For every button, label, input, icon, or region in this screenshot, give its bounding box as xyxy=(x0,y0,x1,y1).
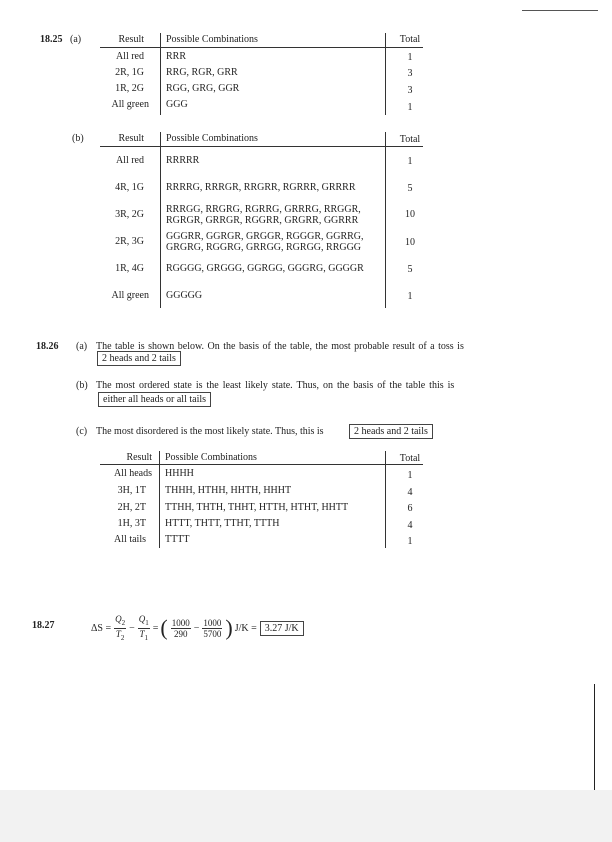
table-row-result: 3R, 2G xyxy=(115,209,144,220)
table-row-combinations: RGG, GRG, GGR xyxy=(166,83,240,94)
header-combinations: Possible Combinations xyxy=(166,34,258,45)
table-row-combinations: TTHH, THTH, THHT, HTTH, HTHT, HHTT xyxy=(165,502,349,513)
fraction-1000-5700 xyxy=(201,618,223,639)
table-row-total: 5 xyxy=(407,183,413,194)
table-row-combinations: RGGGG, GRGGG, GGRGG, GGGRG, GGGGR xyxy=(166,263,364,274)
table-row-total: 1 xyxy=(407,156,413,167)
table-row-total: 10 xyxy=(405,209,415,220)
table-row-combinations: TTTT xyxy=(165,534,190,545)
header-result: Result xyxy=(126,452,152,463)
table-row-result: 3H, 1T xyxy=(117,485,146,496)
left-paren: ( xyxy=(160,615,168,641)
answer-box-b: either all heads or all tails xyxy=(98,392,211,407)
header-total: Total xyxy=(399,34,421,45)
table-row-result: 2R, 1G xyxy=(115,67,144,78)
column-divider xyxy=(385,132,386,308)
table-row-combinations: GGG xyxy=(166,99,188,110)
fraction-q2-t2 xyxy=(113,614,127,643)
table-row-result: 1R, 4G xyxy=(115,263,144,274)
part-label-b: (b) xyxy=(72,133,84,144)
paragraph-c: The most disordered is the most likely state. Thus, this is xyxy=(96,426,324,437)
right-paren: ) xyxy=(225,615,233,641)
table-row-combinations: HTTT, THTT, TTHT, TTTH xyxy=(165,518,280,529)
table-row-combinations: HHHH xyxy=(165,468,194,479)
header-combinations: Possible Combinations xyxy=(166,133,258,144)
column-divider xyxy=(160,132,161,308)
table-row-result: 2R, 3G xyxy=(115,236,144,247)
table-row-result: All green xyxy=(111,99,149,110)
table-row-total: 4 xyxy=(407,487,413,498)
q1-subscript: 1 xyxy=(145,618,149,627)
header-total: Total xyxy=(399,453,421,464)
problem-number-18-27: 18.27 xyxy=(32,620,55,631)
paragraph-a: The table is shown below. On the basis of the table, the most probable result of a toss is xyxy=(96,341,464,352)
q2-symbol: Q xyxy=(115,614,122,624)
table-row-combinations: THHH, HTHH, HHTH, HHHT xyxy=(165,485,292,496)
table-row-combinations: RRRRG, RRRGR, RRGRR, RGRRR, GRRRR xyxy=(166,182,356,193)
table-row-total: 1 xyxy=(407,291,413,302)
denominator: 5700 xyxy=(203,628,222,639)
table-row-total: 5 xyxy=(407,264,413,275)
column-divider xyxy=(385,33,386,115)
part-label-b: (b) xyxy=(76,380,88,391)
table-row-combinations: GGGGG xyxy=(166,290,203,301)
problem-number-18-25: 18.25 xyxy=(40,34,63,45)
header-combinations: Possible Combinations xyxy=(165,452,257,463)
minus-sign: − xyxy=(129,622,135,634)
table-row-combinations: GGGRR, GGRGR, GRGGR, RGGGR, GGRRG, GRGRG, RGGRG, GRRGG, RGRGG, RRGGG xyxy=(166,231,364,253)
table-row-result: 1H, 3T xyxy=(117,518,146,529)
table-row-result: 2H, 2T xyxy=(117,502,146,513)
scan-bottom-shade xyxy=(0,790,612,842)
table-row-total: 4 xyxy=(407,520,413,531)
table-row-result: All heads xyxy=(113,468,152,479)
table-row-total: 3 xyxy=(407,85,413,96)
table-row-total: 6 xyxy=(407,503,413,514)
paragraph-b: The most ordered state is the least likely state. Thus, on the basis of the table this is xyxy=(96,380,455,391)
fraction-1000-290 xyxy=(170,618,192,639)
q1-symbol: Q xyxy=(138,614,146,624)
table-row-result: 1R, 2G xyxy=(115,83,144,94)
table-row-result: 4R, 1G xyxy=(115,182,144,193)
table-row-combinations: RRG, RGR, GRR xyxy=(166,67,238,78)
header-rule xyxy=(100,47,423,48)
answer-box-18-27: 3.27 J/K xyxy=(260,621,304,636)
top-rule xyxy=(522,10,598,11)
t2-subscript: 2 xyxy=(120,633,125,642)
scan-edge-line xyxy=(594,684,595,804)
equation-lhs: ΔS = xyxy=(91,622,112,634)
column-divider xyxy=(385,451,386,548)
header-rule xyxy=(100,464,423,465)
table-row-result: All tails xyxy=(114,534,146,545)
answer-box-a: 2 heads and 2 tails xyxy=(97,351,181,366)
part-label-c: (c) xyxy=(76,426,88,437)
part-label-a: (a) xyxy=(70,34,82,45)
answer-box-c: 2 heads and 2 tails xyxy=(349,424,433,439)
unit-label: J/K = xyxy=(234,622,257,634)
table-row-total: 1 xyxy=(407,536,413,547)
header-rule xyxy=(100,146,423,147)
numerator: 1000 xyxy=(171,617,190,628)
table-row-total: 1 xyxy=(407,470,413,481)
t2-symbol: T xyxy=(115,628,121,639)
header-result: Result xyxy=(118,34,144,45)
denominator: 290 xyxy=(174,628,188,639)
table-row-total: 1 xyxy=(407,102,413,113)
minus-sign: − xyxy=(193,622,200,634)
table-row-result: All green xyxy=(111,290,149,301)
problem-number-18-26: 18.26 xyxy=(36,341,59,352)
entropy-equation xyxy=(90,614,305,643)
table-row-combinations: RRRRR xyxy=(166,155,200,166)
table-row-total: 3 xyxy=(407,68,413,79)
numerator: 1000 xyxy=(203,617,222,628)
t1-symbol: T xyxy=(139,628,145,639)
table-row-total: 1 xyxy=(407,52,413,63)
table-row-combinations: RRRGG, RRGRG, RGRRG, GRRRG, RRGGR, RGRGR, GRRGR, RGGRR, GRGRR, GGRRR xyxy=(166,204,361,226)
q2-subscript: 2 xyxy=(121,618,126,627)
column-divider xyxy=(160,33,161,115)
column-divider xyxy=(159,451,160,548)
equals-sign: = xyxy=(152,622,159,634)
table-row-combinations: RRR xyxy=(166,51,187,62)
t1-subscript: 1 xyxy=(144,633,149,642)
table-row-result: All red xyxy=(115,155,144,166)
header-result: Result xyxy=(118,133,144,144)
table-row-result: All red xyxy=(115,51,144,62)
header-total: Total xyxy=(399,134,421,145)
fraction-q1-t1 xyxy=(137,614,151,643)
table-row-total: 10 xyxy=(405,237,415,248)
part-label-a: (a) xyxy=(76,341,88,352)
